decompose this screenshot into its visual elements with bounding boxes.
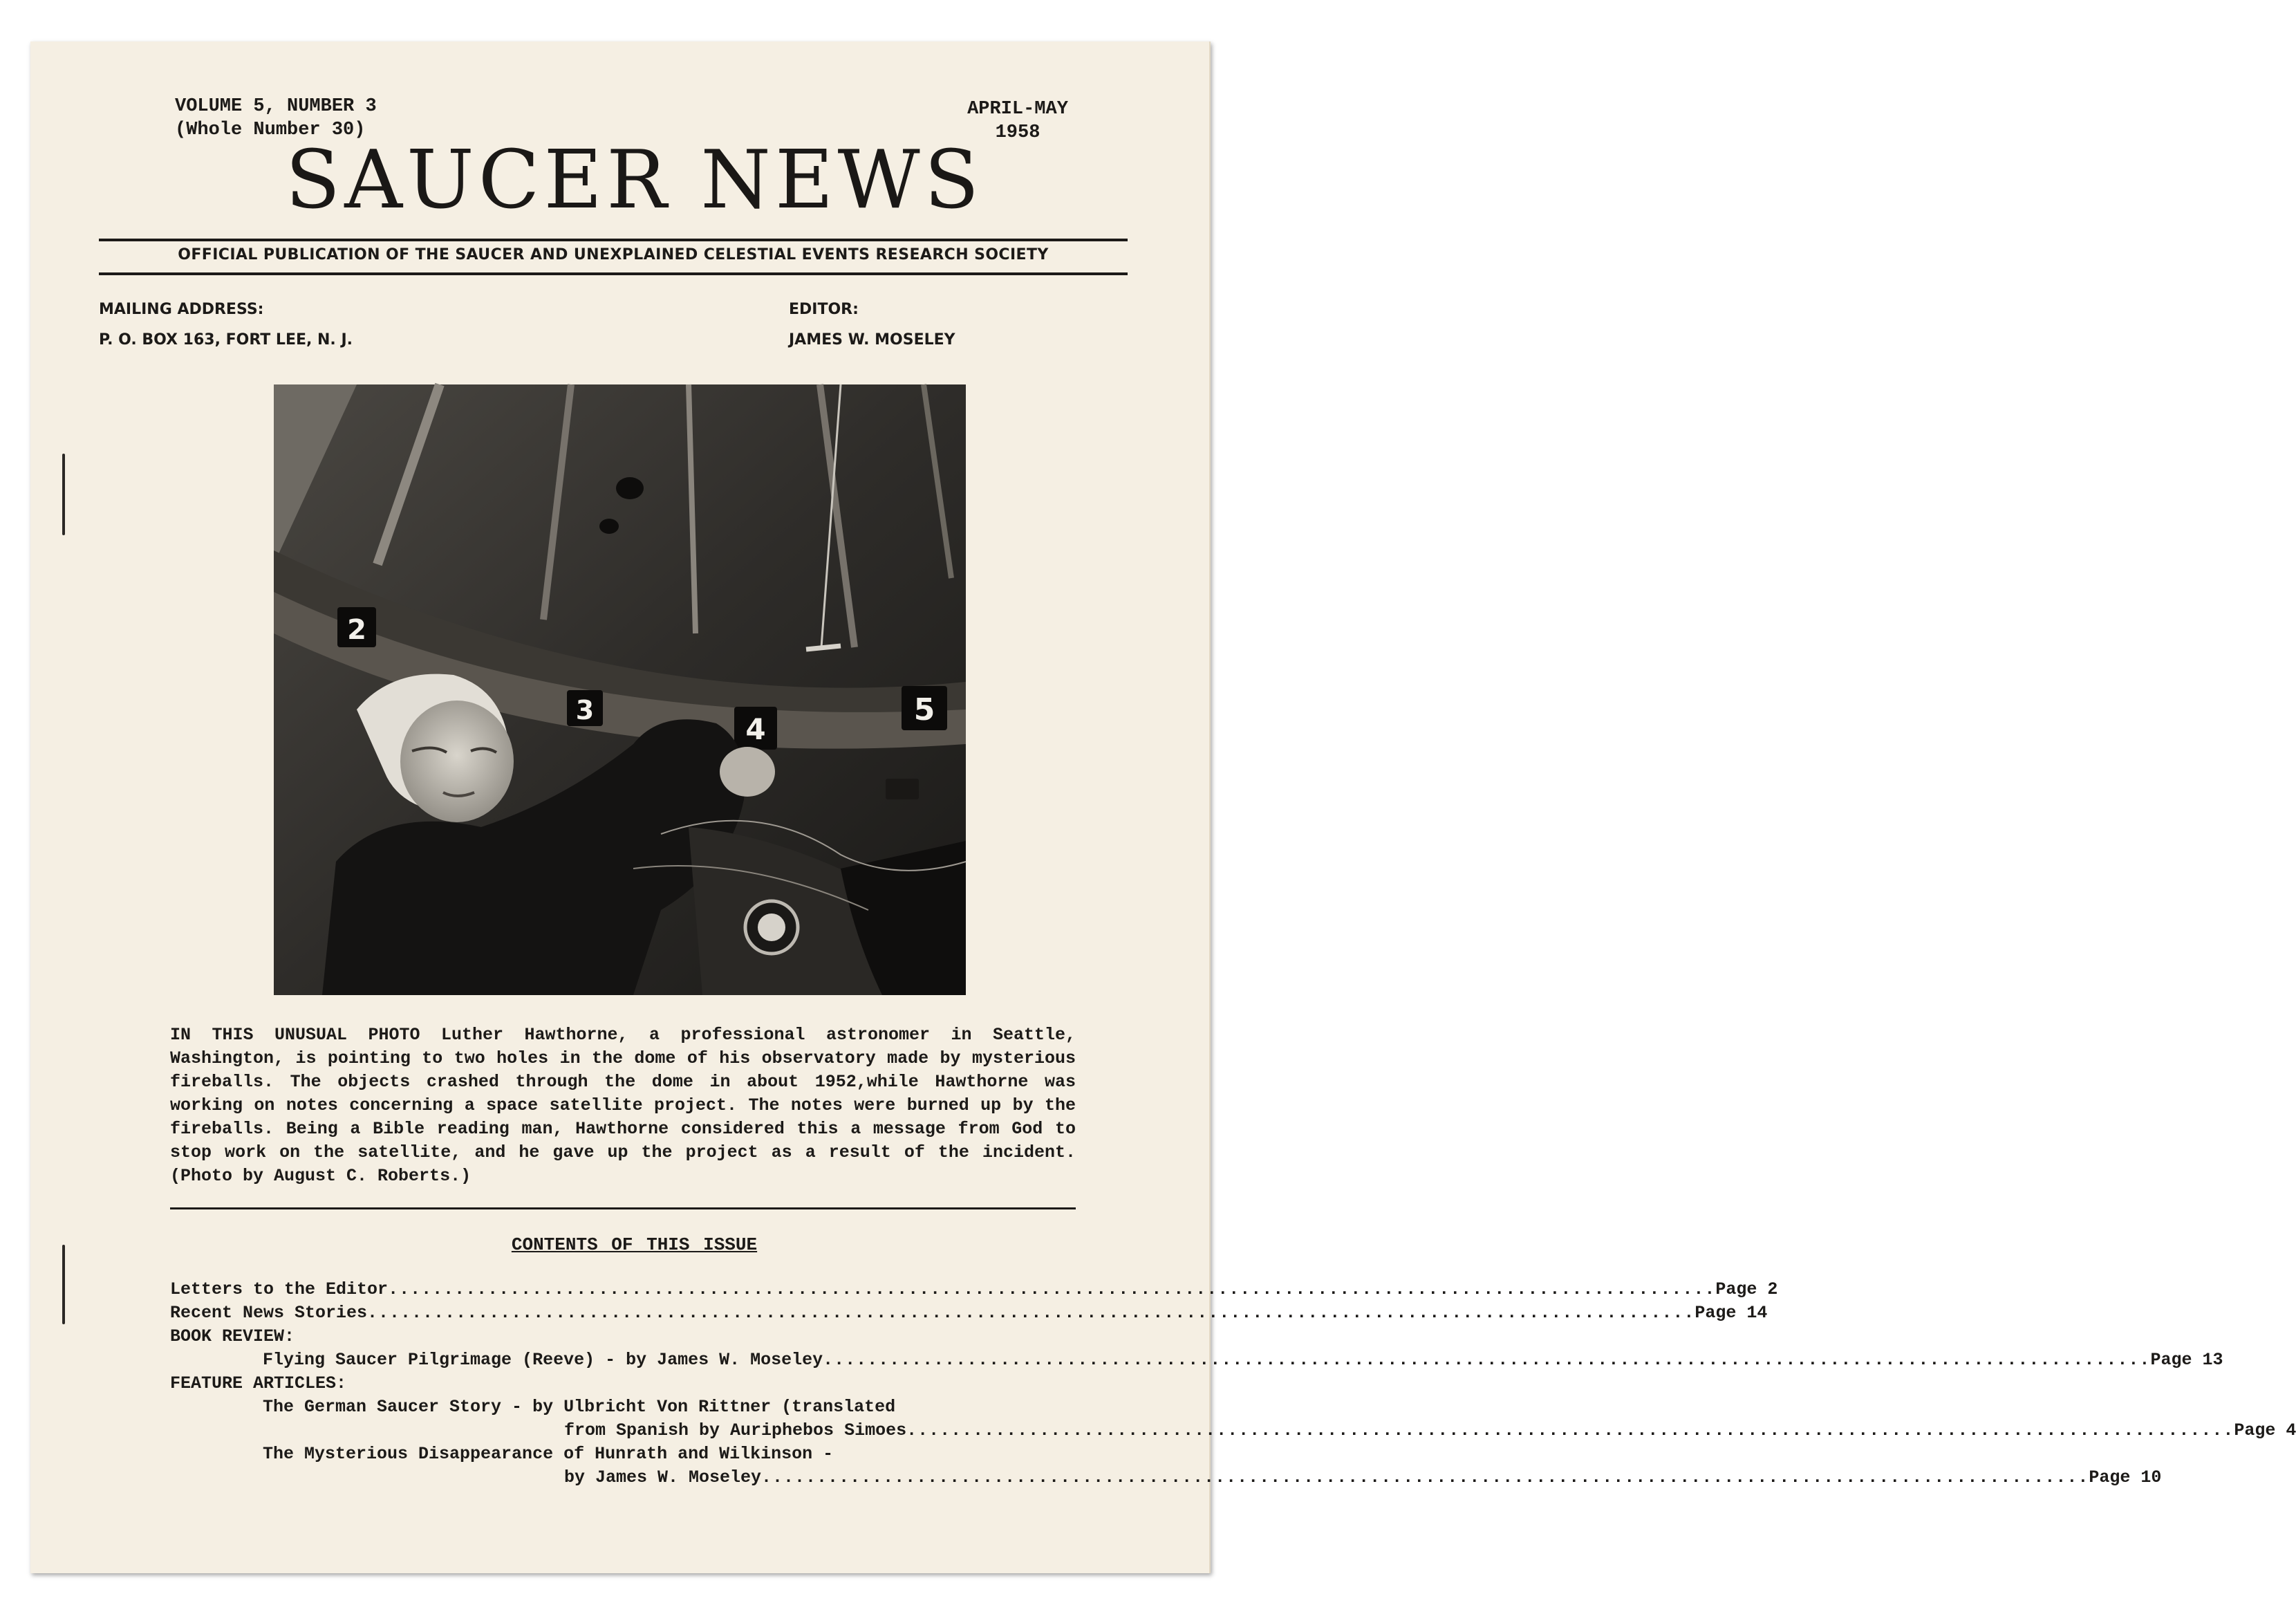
volume-number: VOLUME 5, NUMBER 3 <box>175 96 377 117</box>
leader-dots: ........................................................................................................................ <box>823 1350 2151 1370</box>
marker-label-2: 2 <box>347 614 366 646</box>
editor-label: EDITOR: <box>789 301 859 318</box>
toc-entry-title: Recent News Stories <box>170 1303 368 1323</box>
toc-entry-title: by James W. Moseley <box>564 1467 762 1487</box>
marker-label-5: 5 <box>913 692 935 727</box>
whole-number: (Whole Number 30) <box>175 120 366 140</box>
toc-entry-page: Page 10 <box>2089 1467 2162 1487</box>
marker-label-4: 4 <box>745 712 766 746</box>
toc-entry <box>170 1278 1778 1301</box>
toc-entry-title: The Mysterious Disappearance of Hunrath and Wilkinson - <box>263 1444 834 1464</box>
leader-dots: ........................................................................................................................ <box>761 1467 2089 1487</box>
toc-entry-page: Page 13 <box>2150 1350 2223 1370</box>
toc-entry-page: Page 4 <box>2234 1420 2296 1440</box>
toc-entry <box>263 1348 2223 1372</box>
marker-label-3: 3 <box>575 695 595 725</box>
toc-entry-title: Flying Saucer Pilgrimage (Reeve) - by James W. Moseley <box>263 1350 823 1370</box>
editor-name: JAMES W. MOSELEY <box>789 331 955 349</box>
mailing-label: MAILING ADDRESS: <box>99 301 264 318</box>
toc-entry <box>170 1301 1768 1325</box>
mailing-address: P. O. BOX 163, FORT LEE, N. J. <box>99 331 353 349</box>
leader-dots: ........................................................................................................................ <box>367 1303 1695 1323</box>
tagline: OFFICIAL PUBLICATION OF THE SAUCER AND UNEXPLAINED CELESTIAL EVENTS RESEARCH SOCIETY <box>178 246 1049 263</box>
contents-heading: CONTENTS OF THIS ISSUE <box>511 1234 758 1255</box>
toc-entry-title: from Spanish by Auriphebos Simoes <box>564 1420 907 1440</box>
toc-entry-title: Letters to the Editor <box>170 1279 389 1299</box>
leader-dots: ........................................................................................................................ <box>388 1279 1716 1299</box>
toc-section-feature-articles: FEATURE ARTICLES: <box>170 1373 347 1393</box>
toc-section-book-review: BOOK REVIEW: <box>170 1326 295 1346</box>
leader-dots: ........................................................................................................................ <box>906 1420 2234 1440</box>
photo-caption: IN THIS UNUSUAL PHOTO Luther Hawthorne, a professional astronomer in Seattle, Washington, is pointing to two holes in the dome of his observatory made by mysterious fireballs. The objects crashed through the dome in about 1952,while Hawthorne was working on notes concerning a space satellite project. The notes were burned up by the fireballs. Being a Bible reading man, Hawthorne considered this a message from God to stop work on the satellite, and he gave up the project as a result of the incident. (Photo by August C. Roberts.) <box>170 1025 1076 1186</box>
toc-entry <box>564 1466 2162 1490</box>
toc-entry-page: Page 2 <box>1715 1279 1778 1299</box>
masthead-title: SAUCER NEWS <box>285 133 984 227</box>
issue-months: APRIL-MAY <box>967 99 1068 120</box>
toc-entry-title: The German Saucer Story - by Ulbricht Von Rittner (translated <box>263 1397 896 1417</box>
issue-year: 1958 <box>995 122 1040 143</box>
toc-entry-page: Page 14 <box>1695 1303 1768 1323</box>
toc-entry <box>564 1419 2296 1443</box>
